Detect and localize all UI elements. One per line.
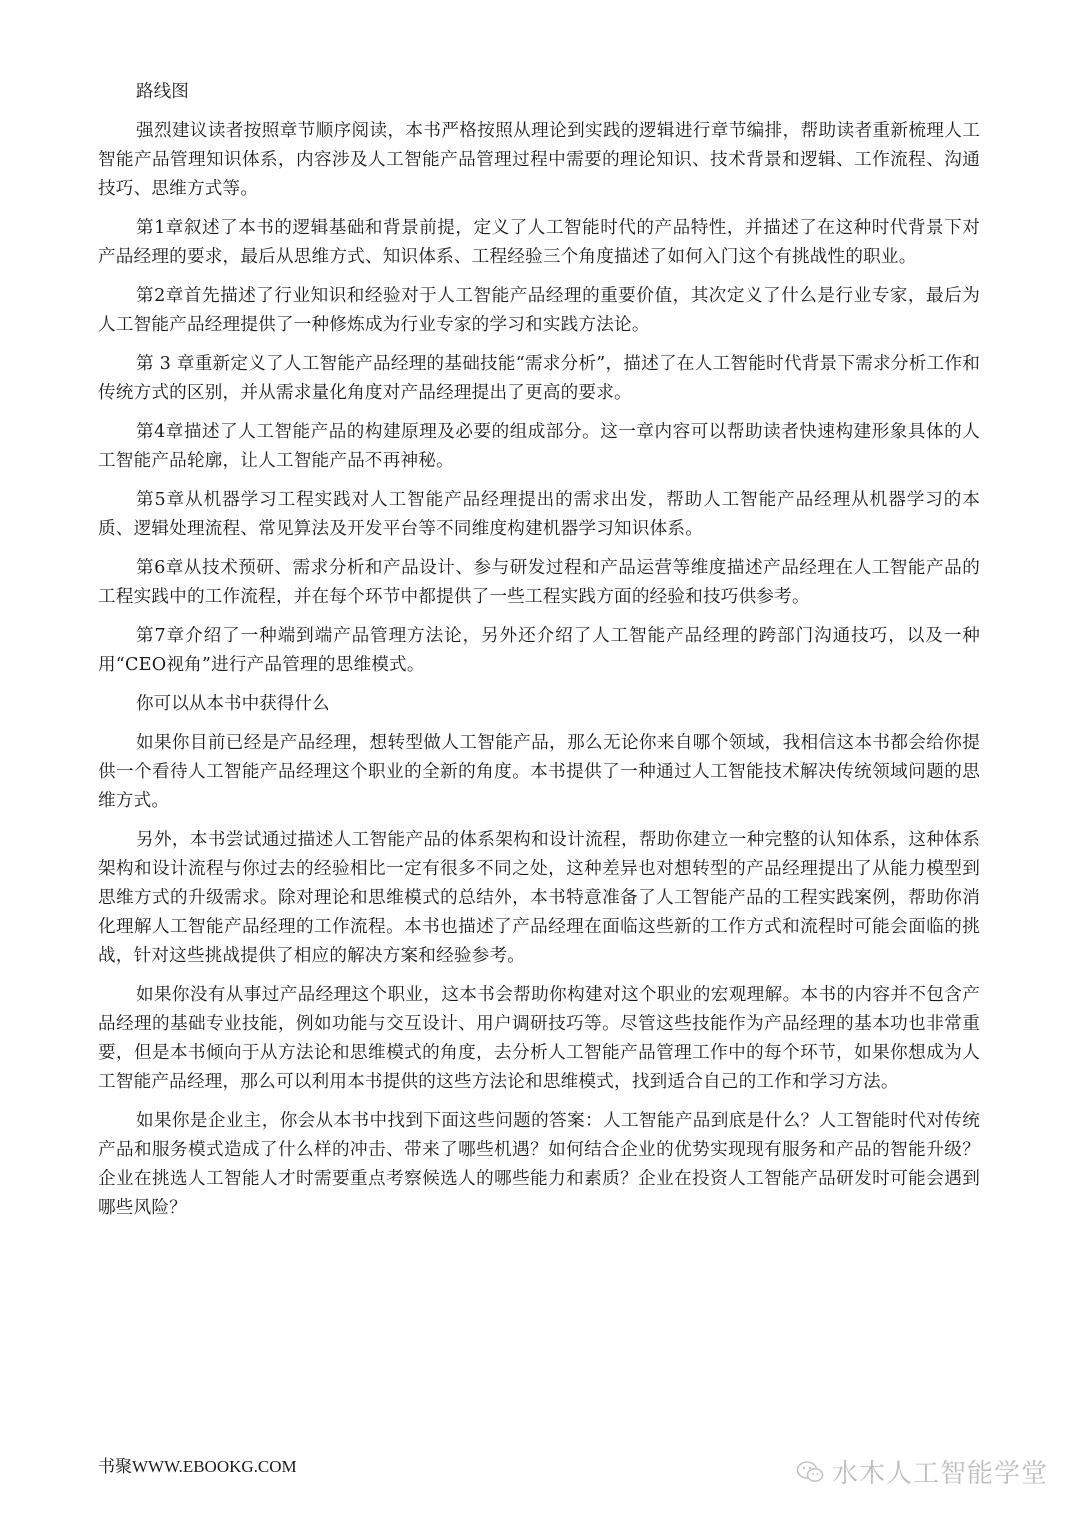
- paragraph-chapter-1: 第1章叙述了本书的逻辑基础和背景前提，定义了人工智能时代的产品特性，并描述了在这种时代背景下对产品经理的要求，最后从思维方式、知识体系、工程经验三个角度描述了如何入门这个有挑战性的职业。: [98, 218, 980, 267]
- paragraph: 如果你是企业主，你会从本书中找到下面这些问题的答案：人工智能产品到底是什么？人工智能时代对传统产品和服务模式造成了什么样的冲击、带来了哪些机遇？如何结合企业的优势实现现有服务和产品的智能升级？企业在挑选人工智能人才时需要重点考察候选人的哪些能力和素质？企业在投资人工智能产品研发时可能会遇到哪些风险？: [98, 1111, 980, 1218]
- document-body: [98, 78, 980, 1233]
- paragraph-chapter-4: 第4章描述了人工智能产品的构建原理及必要的组成部分。这一章内容可以帮助读者快速构建形象具体的人工智能产品轮廓，让人工智能产品不再神秘。: [98, 422, 980, 471]
- paragraph-chapter-5: 第5章从机器学习工程实践对人工智能产品经理提出的需求出发，帮助人工智能产品经理从机器学习的本质、逻辑处理流程、常见算法及开发平台等不同维度构建机器学习知识体系。: [98, 490, 980, 539]
- wechat-icon: [796, 1460, 824, 1484]
- paragraph-chapter-6: 第6章从技术预研、需求分析和产品设计、参与研发过程和产品运营等维度描述产品经理在人工智能产品的工程实践中的工作流程，并在每个环节中都提供了一些工程实践方面的经验和技巧供参考。: [98, 558, 980, 607]
- paragraph: 如果你没有从事过产品经理这个职业，这本书会帮助你构建对这个职业的宏观理解。本书的内容并不包含产品经理的基础专业技能，例如功能与交互设计、用户调研技巧等。尽管这些技能作为产品经理的基本功也非常重要，但是本书倾向于从方法论和思维模式的角度，去分析人工智能产品管理工作中的每个环节，如果你想成为人工智能产品经理，那么可以利用本书提供的这些方法论和思维模式，找到适合自己的工作和学习方法。: [98, 985, 980, 1092]
- paragraph: 如果你目前已经是产品经理，想转型做人工智能产品，那么无论你来自哪个领域，我相信这本书都会给你提供一个看待人工智能产品经理这个职业的全新的角度。本书提供了一种通过人工智能技术解决传统领域问题的思维方式。: [98, 733, 980, 811]
- paragraph: 另外，本书尝试通过描述人工智能产品的体系架构和设计流程，帮助你建立一种完整的认知体系，这种体系架构和设计流程与你过去的经验相比一定有很多不同之处，这种差异也对想转型的产品经理提出了从能力模型到思维方式的升级需求。除对理论和思维模式的总结外，本书特意准备了人工智能产品的工程实践案例，帮助你消化理解人工智能产品经理的工作流程。本书也描述了产品经理在面临这些新的工作方式和流程时可能会面临的挑战，针对这些挑战提供了相应的解决方案和经验参考。: [98, 830, 980, 966]
- footer-source: 书聚WWW.EBOOKG.COM: [98, 1457, 297, 1476]
- watermark-text: 水木人工智能学堂: [832, 1459, 1049, 1489]
- paragraph-chapter-2: 第2章首先描述了行业知识和经验对于人工智能产品经理的重要价值，其次定义了什么是行业专家，最后为人工智能产品经理提供了一种修炼成为行业专家的学习和实践方法论。: [98, 286, 980, 335]
- paragraph-chapter-3: 第 3 章重新定义了人工智能产品经理的基础技能“需求分析”，描述了在人工智能时代背景下需求分析工作和传统方式的区别，并从需求量化角度对产品经理提出了更高的要求。: [98, 354, 980, 403]
- paragraph-chapter-7: 第7章介绍了一种端到端产品管理方法论，另外还介绍了人工智能产品经理的跨部门沟通技巧，以及一种用“CEO视角”进行产品管理的思维模式。: [98, 626, 980, 675]
- watermark: [796, 1453, 1048, 1490]
- paragraph: 强烈建议读者按照章节顺序阅读，本书严格按照从理论到实践的逻辑进行章节编排，帮助读者重新梳理人工智能产品管理知识体系，内容涉及人工智能产品管理过程中需要的理论知识、技术背景和逻辑、工作流程、沟通技巧、思维方式等。: [98, 121, 980, 199]
- section-heading-gain: 你可以从本书中获得什么: [136, 694, 330, 714]
- section-heading-roadmap: 路线图: [136, 82, 189, 102]
